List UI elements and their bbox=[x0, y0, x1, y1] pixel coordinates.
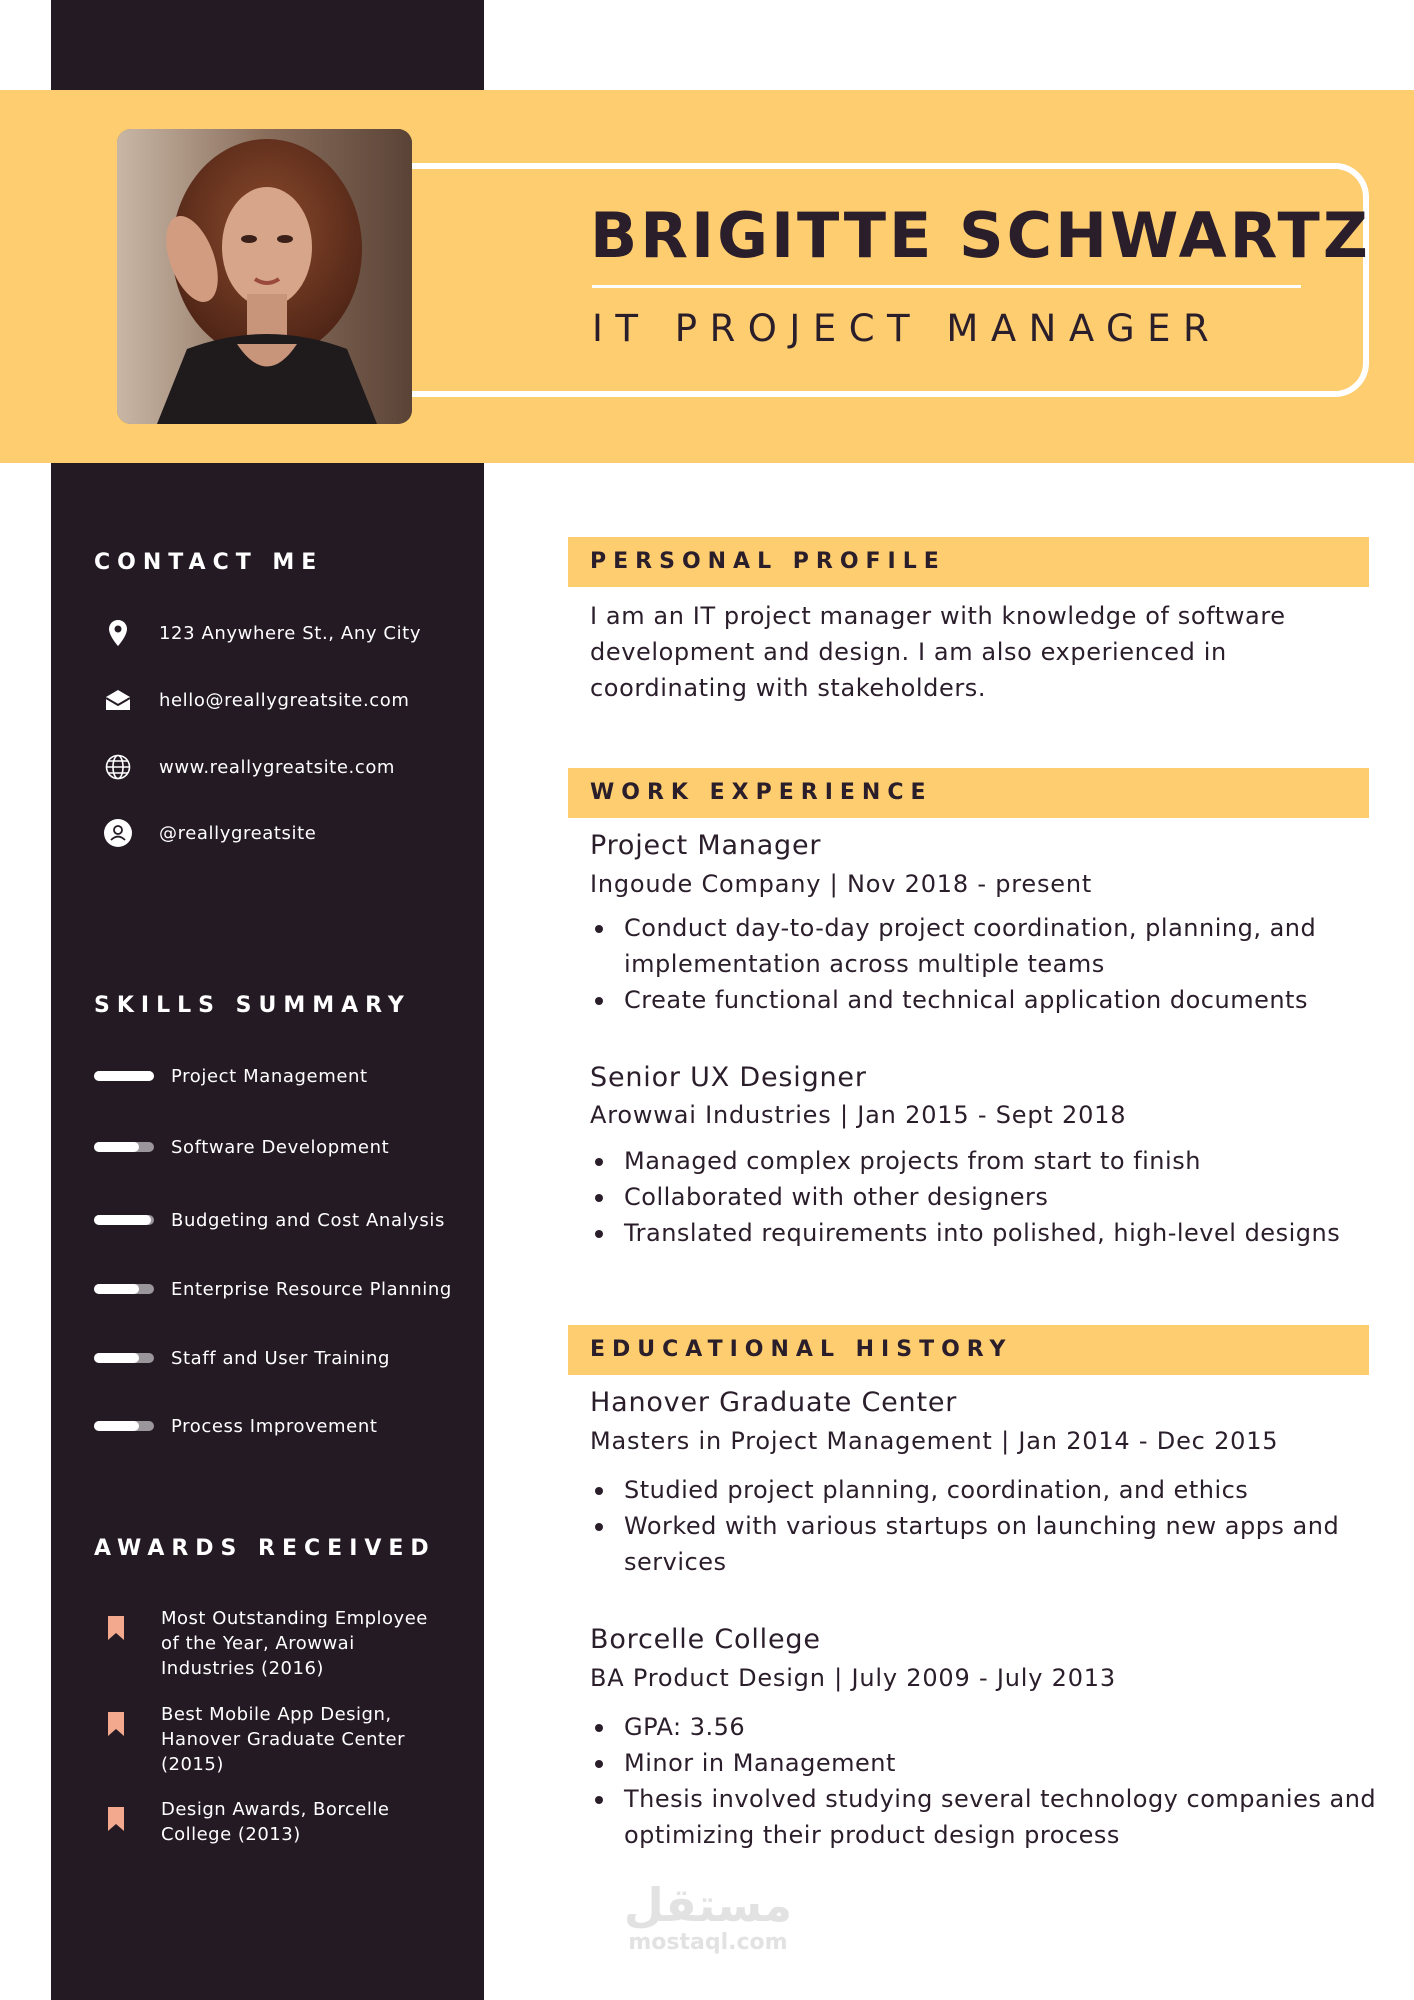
bullet-item: Studied project planning, coordination, and ethics bbox=[590, 1472, 1380, 1508]
award-item bbox=[108, 1606, 451, 1681]
watermark bbox=[618, 1878, 798, 1955]
skill-item bbox=[94, 1208, 445, 1232]
profile-photo bbox=[117, 129, 412, 424]
bullet-item: Conduct day-to-day project coordination, planning, and implementation across multiple teams bbox=[590, 910, 1380, 982]
contact-social[interactable] bbox=[100, 815, 316, 851]
skill-level-bar bbox=[94, 1071, 154, 1081]
ribbon-icon bbox=[108, 1807, 126, 1835]
contact-website[interactable] bbox=[100, 749, 395, 785]
degree-meta: BA Product Design | July 2009 - July 2013 bbox=[590, 1664, 1116, 1692]
degree-meta: Masters in Project Management | Jan 2014 - Dec 2015 bbox=[590, 1427, 1279, 1455]
website-link[interactable]: www.reallygreatsite.com bbox=[159, 756, 396, 778]
portrait-illustration bbox=[117, 129, 412, 424]
bullet-item: Worked with various startups on launching new apps and services bbox=[590, 1508, 1380, 1580]
awards-heading: AWARDS RECEIVED bbox=[94, 1536, 436, 1561]
job-role: Senior UX Designer bbox=[590, 1062, 867, 1093]
job-title: IT PROJECT MANAGER bbox=[592, 307, 1222, 350]
user-icon bbox=[100, 815, 136, 851]
bullet-item: Minor in Management bbox=[590, 1745, 1380, 1781]
ribbon-icon bbox=[108, 1616, 126, 1644]
bullet-item: Thesis involved studying several technology companies and optimizing their product design process bbox=[590, 1781, 1380, 1853]
bullet-item: Managed complex projects from start to finish bbox=[590, 1143, 1380, 1179]
bullet-item: GPA: 3.56 bbox=[590, 1709, 1380, 1745]
skill-level-bar bbox=[94, 1215, 154, 1225]
job-meta: Ingoude Company | Nov 2018 - present bbox=[590, 870, 1093, 898]
skill-label: Enterprise Resource Planning bbox=[171, 1278, 452, 1300]
address-text: 123 Anywhere St., Any City bbox=[159, 622, 422, 644]
education-bullets bbox=[590, 1709, 1380, 1853]
skill-level-bar bbox=[94, 1353, 154, 1363]
school-name: Hanover Graduate Center bbox=[590, 1387, 958, 1418]
award-text: Most Outstanding Employee of the Year, Arowwai Industries (2016) bbox=[161, 1608, 428, 1679]
skill-item bbox=[94, 1346, 390, 1370]
skill-label: Process Improvement bbox=[171, 1415, 378, 1437]
skill-item bbox=[94, 1135, 389, 1159]
skill-item bbox=[94, 1414, 378, 1438]
watermark-site: mostaql.com bbox=[628, 1930, 788, 1955]
email-link[interactable]: hello@reallygreatsite.com bbox=[159, 689, 410, 711]
contact-address bbox=[100, 615, 421, 651]
skill-level-bar bbox=[94, 1284, 154, 1294]
skill-level-bar bbox=[94, 1142, 154, 1152]
work-section-header bbox=[568, 768, 1369, 818]
bullet-item: Create functional and technical application documents bbox=[590, 982, 1380, 1018]
watermark-logo: مستقل bbox=[623, 1878, 793, 1932]
job-role: Project Manager bbox=[590, 830, 822, 861]
location-pin-icon bbox=[100, 615, 136, 651]
skill-label: Software Development bbox=[171, 1136, 390, 1158]
bullet-item: Translated requirements into polished, high-level designs bbox=[590, 1215, 1380, 1251]
skill-item bbox=[94, 1064, 368, 1088]
education-bullets bbox=[590, 1472, 1380, 1580]
social-handle[interactable]: @reallygreatsite bbox=[159, 822, 317, 844]
name-underline bbox=[592, 285, 1301, 288]
skill-label: Staff and User Training bbox=[171, 1347, 391, 1369]
section-title: WORK EXPERIENCE bbox=[590, 780, 933, 805]
award-item bbox=[108, 1797, 451, 1847]
skill-level-bar bbox=[94, 1421, 154, 1431]
section-title: PERSONAL PROFILE bbox=[590, 549, 946, 574]
award-text: Design Awards, Borcelle College (2013) bbox=[161, 1799, 390, 1845]
job-bullets bbox=[590, 1143, 1380, 1251]
award-item bbox=[108, 1702, 451, 1777]
envelope-icon bbox=[100, 682, 136, 718]
skill-item bbox=[94, 1277, 452, 1301]
education-section-header bbox=[568, 1325, 1369, 1375]
ribbon-icon bbox=[108, 1712, 126, 1740]
contact-email[interactable] bbox=[100, 682, 410, 718]
job-meta: Arowwai Industries | Jan 2015 - Sept 2018 bbox=[590, 1101, 1127, 1129]
skills-heading: SKILLS SUMMARY bbox=[94, 993, 411, 1018]
job-bullets bbox=[590, 910, 1380, 1018]
candidate-name: BRIGITTE SCHWARTZ bbox=[590, 199, 1371, 272]
award-text: Best Mobile App Design, Hanover Graduate Center (2015) bbox=[161, 1704, 406, 1775]
skill-label: Budgeting and Cost Analysis bbox=[171, 1209, 445, 1231]
school-name: Borcelle College bbox=[590, 1624, 821, 1655]
skill-label: Project Management bbox=[171, 1065, 368, 1087]
profile-text: I am an IT project manager with knowledge of software development and design. I am also experienced in coordinating with stakeholders. bbox=[590, 602, 1286, 702]
contact-heading: CONTACT ME bbox=[94, 550, 324, 575]
section-title: EDUCATIONAL HISTORY bbox=[590, 1337, 1013, 1362]
globe-icon bbox=[100, 749, 136, 785]
profile-section-header bbox=[568, 537, 1369, 587]
bullet-item: Collaborated with other designers bbox=[590, 1179, 1380, 1215]
